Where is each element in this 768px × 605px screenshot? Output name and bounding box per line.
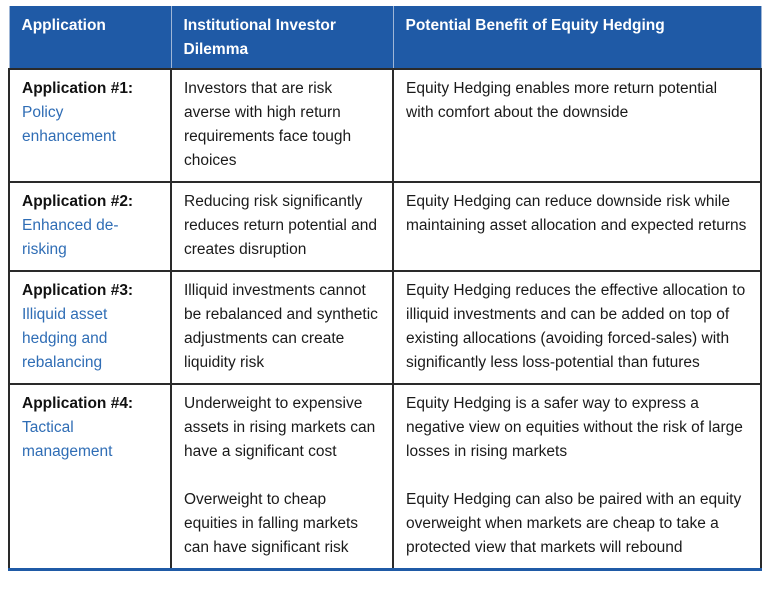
applications-table <box>8 6 762 571</box>
table-row <box>9 182 761 271</box>
application-cell <box>9 384 171 570</box>
benefit-text: Equity Hedging reduces the effective allocation to illiquid investments and can be added on top of existing allocations (avoiding forced-sales) with significantly less loss-potential than futures <box>406 282 746 371</box>
benefit-text: Equity Hedging can reduce downside risk while maintaining asset allocation and expected returns <box>406 193 747 234</box>
dilemma-cell <box>171 384 393 570</box>
application-name: Illiquid asset hedging and rebalancing <box>22 306 108 371</box>
paragraph-gap <box>184 464 380 488</box>
header-row <box>9 6 761 69</box>
dilemma-text: Underweight to expensive assets in rising markets can have a significant cost <box>184 395 376 460</box>
benefit-cell <box>393 384 761 570</box>
table-header <box>9 6 761 69</box>
benefit-text: Equity Hedging is a safer way to express a negative view on equities without the risk of large losses in rising markets <box>406 395 743 460</box>
table-row <box>9 384 761 570</box>
header-dilemma: Institutional Investor Dilemma <box>171 6 393 69</box>
application-cell <box>9 271 171 384</box>
dilemma-cell <box>171 271 393 384</box>
table-body <box>9 69 761 570</box>
application-name: Enhanced de-risking <box>22 217 119 258</box>
application-number: Application #4: <box>22 395 134 412</box>
benefit-text: Equity Hedging can also be paired with an equity overweight when markets are cheap to take a protected view that markets will rebound <box>406 491 742 556</box>
application-cell <box>9 182 171 271</box>
header-application: Application <box>9 6 171 69</box>
application-cell <box>9 69 171 182</box>
application-number: Application #2: <box>22 193 134 210</box>
benefit-cell <box>393 271 761 384</box>
dilemma-text: Overweight to cheap equities in falling markets can have significant risk <box>184 491 359 556</box>
application-name: Tactical management <box>22 419 113 460</box>
dilemma-text: Reducing risk significantly reduces return potential and creates disruption <box>184 193 378 258</box>
table-row <box>9 69 761 182</box>
benefit-cell <box>393 69 761 182</box>
benefit-text: Equity Hedging enables more return potential with comfort about the downside <box>406 80 718 121</box>
application-number: Application #1: <box>22 80 134 97</box>
applications-table-container <box>8 6 760 571</box>
table-row <box>9 271 761 384</box>
application-number: Application #3: <box>22 282 134 299</box>
dilemma-cell <box>171 182 393 271</box>
dilemma-text: Investors that are risk averse with high return requirements face tough choices <box>184 80 352 169</box>
dilemma-text: Illiquid investments cannot be rebalanced and synthetic adjustments can create liquidity risk <box>184 282 378 371</box>
application-name: Policy enhancement <box>22 104 116 145</box>
header-benefit: Potential Benefit of Equity Hedging <box>393 6 761 69</box>
benefit-cell <box>393 182 761 271</box>
paragraph-gap <box>406 464 748 488</box>
dilemma-cell <box>171 69 393 182</box>
